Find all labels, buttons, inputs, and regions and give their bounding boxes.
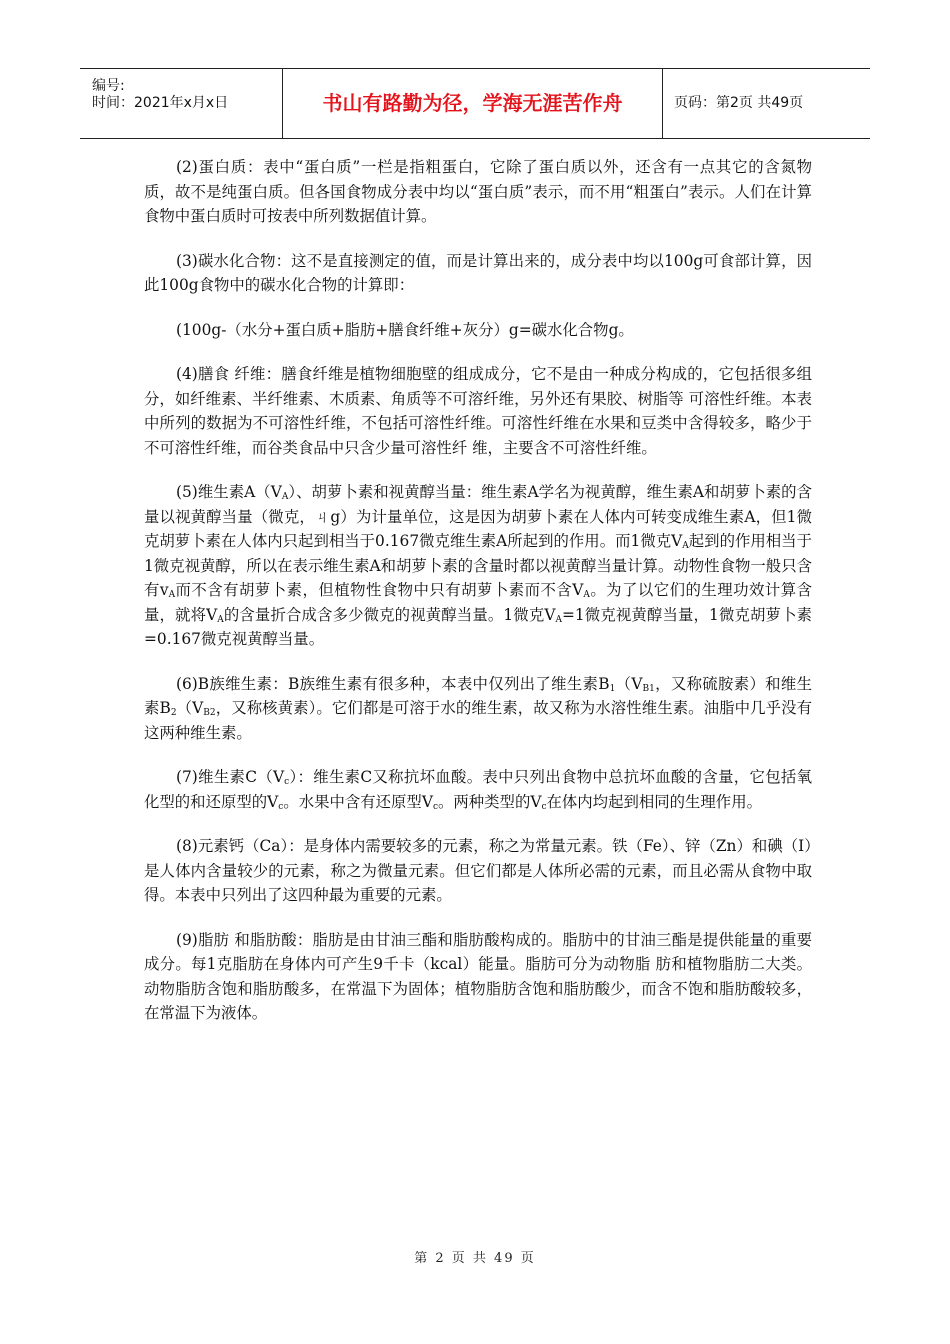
paragraph-minerals: (8)元素钙（Ca）：是身体内需要较多的元素，称之为常量元素。铁（Fe）、锌（Zn）和碘（I）是人体内含量较少的元素，称之为微量元素。但它们都是人体所必需的元素，而且必需从食物中取得。本表中只列出了这四种最为重要的元素。 — [144, 837, 812, 904]
header-table — [80, 68, 870, 139]
paragraph-vitamin-a — [144, 480, 812, 652]
paragraph-vitamin-c — [144, 765, 812, 814]
number-label: 编号: — [92, 78, 125, 94]
subscript: A — [168, 590, 176, 600]
subscript: 1 — [609, 683, 616, 694]
subscript: B2 — [203, 708, 216, 718]
paragraph-protein: (2)蛋白质：表中“蛋白质”一栏是指粗蛋白，它除了蛋白质以外，还含有一点其它的含氮物质，故不是纯蛋白质。但各国食物成分表中均以“蛋白质”表示，而不用“粗蛋白”表示。人们在计算食物中蛋白质时可按表中所列数据值计算。 — [144, 158, 812, 225]
header-page-info: 页码：第2页 共49页 — [674, 95, 804, 111]
text-segment: (7)维生素C（V — [176, 768, 285, 786]
text-segment: (6)B族维生素：B族维生素有很多种，本表中仅列出了维生素B — [176, 674, 610, 693]
paragraph-carbohydrate: (3)碳水化合物：这不是直接测定的值，而是计算出来的，成分表中均以100g可食部计算，因此100g食物中的碳水化合物的计算即： — [144, 251, 812, 294]
text-segment: 在体内均起到相同的生理作用。 — [546, 792, 762, 811]
text-segment: ，又称核黄素）。它们都是可溶于水的维生素，故又称为水溶性维生素。油脂中几乎没有这两种维生素。 — [144, 699, 813, 742]
text-segment: (5)维生素A（V — [176, 483, 282, 501]
text-segment: ，又称硫胺素）和维生素B — [144, 674, 812, 717]
paragraph-dietary-fiber: (4)膳食 纤维：膳食纤维是植物细胞壁的组成成分，它不是由一种成分构成的，它包括很多组分，如纤维素、半纤维素、木质素、角质等不可溶纤维，另外还有果胶、树脂等 可溶性纤维。本表中所列的数据为不可溶性纤维，不包括可溶性纤维。可溶性纤维在水果和豆类中含得较多，略少于不可溶性纤维，而谷类食品中只含少量可溶性纤 维，主要含不可溶性纤维。 — [144, 365, 812, 457]
subscript: c — [541, 801, 547, 812]
page-footer: 第 2 页 共 49 页 — [414, 1251, 536, 1266]
header-left-cell — [80, 69, 283, 138]
subscript: A — [682, 541, 689, 551]
text-segment: 。两种类型的V — [437, 792, 542, 811]
subscript: A — [555, 614, 562, 625]
header-motto: 书山有路勤为径，学海无涯苦作舟 — [283, 69, 663, 138]
text-segment: 起到的作用相当于1微克视黄醇，所以在表示维生素A和胡萝卜素的含量时都以视黄醇当量计算。动物性食物一般只含有v — [144, 532, 812, 599]
text-segment: 。为了以它们的生理功效计算含量，就将V — [144, 581, 812, 624]
date-label: 时间：2021年x月x日 — [92, 95, 229, 111]
paragraph-fat: (9)脂肪 和脂肪酸：脂肪是由甘油三酯和脂肪酸构成的。脂肪中的甘油三酯是提供能量的重要成分。每1克脂肪在身体内可产生9千卡（kcal）能量。脂肪可分为动物脂 肪和植物脂肪二大类。动物脂肪含饱和脂肪酸多，在常温下为固体；植物脂肪含饱和脂肪酸少，而含不饱和脂肪酸较多，在常温下为液体。 — [144, 930, 812, 1022]
subscript: 2 — [170, 708, 177, 718]
text-segment: =1微克视黄醇当量，1微克胡萝卜素=0.167微克视黄醇当量。 — [144, 605, 812, 648]
subscript: A — [217, 614, 224, 625]
subscript: A — [583, 590, 590, 600]
text-segment: 的含量折合成含多少微克的视黄醇当量。1微克V — [223, 605, 556, 624]
paragraph-carbohydrate-formula: (100g-（水分+蛋白质+脂肪+膳食纤维+灰分）g=碳水化合物g。 — [176, 320, 634, 339]
paragraph-vitamin-b — [144, 672, 812, 746]
subscript: B1 — [642, 683, 655, 694]
document-body — [144, 155, 812, 1046]
subscript: c — [284, 777, 290, 787]
text-segment: （V — [176, 699, 204, 717]
subscript: c — [278, 801, 284, 812]
text-segment: 而不含有胡萝卜素，但植物性食物中只有胡萝卜素而不含V — [175, 581, 584, 599]
text-segment: （V — [615, 674, 643, 693]
text-segment: ）、胡萝卜素和视黄醇当量：维生素A学名为视黄醇，维生素A和胡萝卜素的含量以视黄醇当量（微克，ㄐg）为计量单位，这是因为胡萝卜素在人体内可转变成维生素A，但1微克胡萝卜素在人体内只起到相当于0.167微克维生素A所起到的作用。而1微克V — [144, 483, 813, 550]
subscript: c — [432, 801, 438, 812]
text-segment: 。水果中含有还原型V — [283, 792, 433, 811]
subscript: A — [281, 492, 289, 502]
text-segment: ）：维生素C又称抗坏血酸。表中只列出食物中总抗坏血酸的含量，它包括氧化型的和还原型的V — [144, 768, 812, 811]
